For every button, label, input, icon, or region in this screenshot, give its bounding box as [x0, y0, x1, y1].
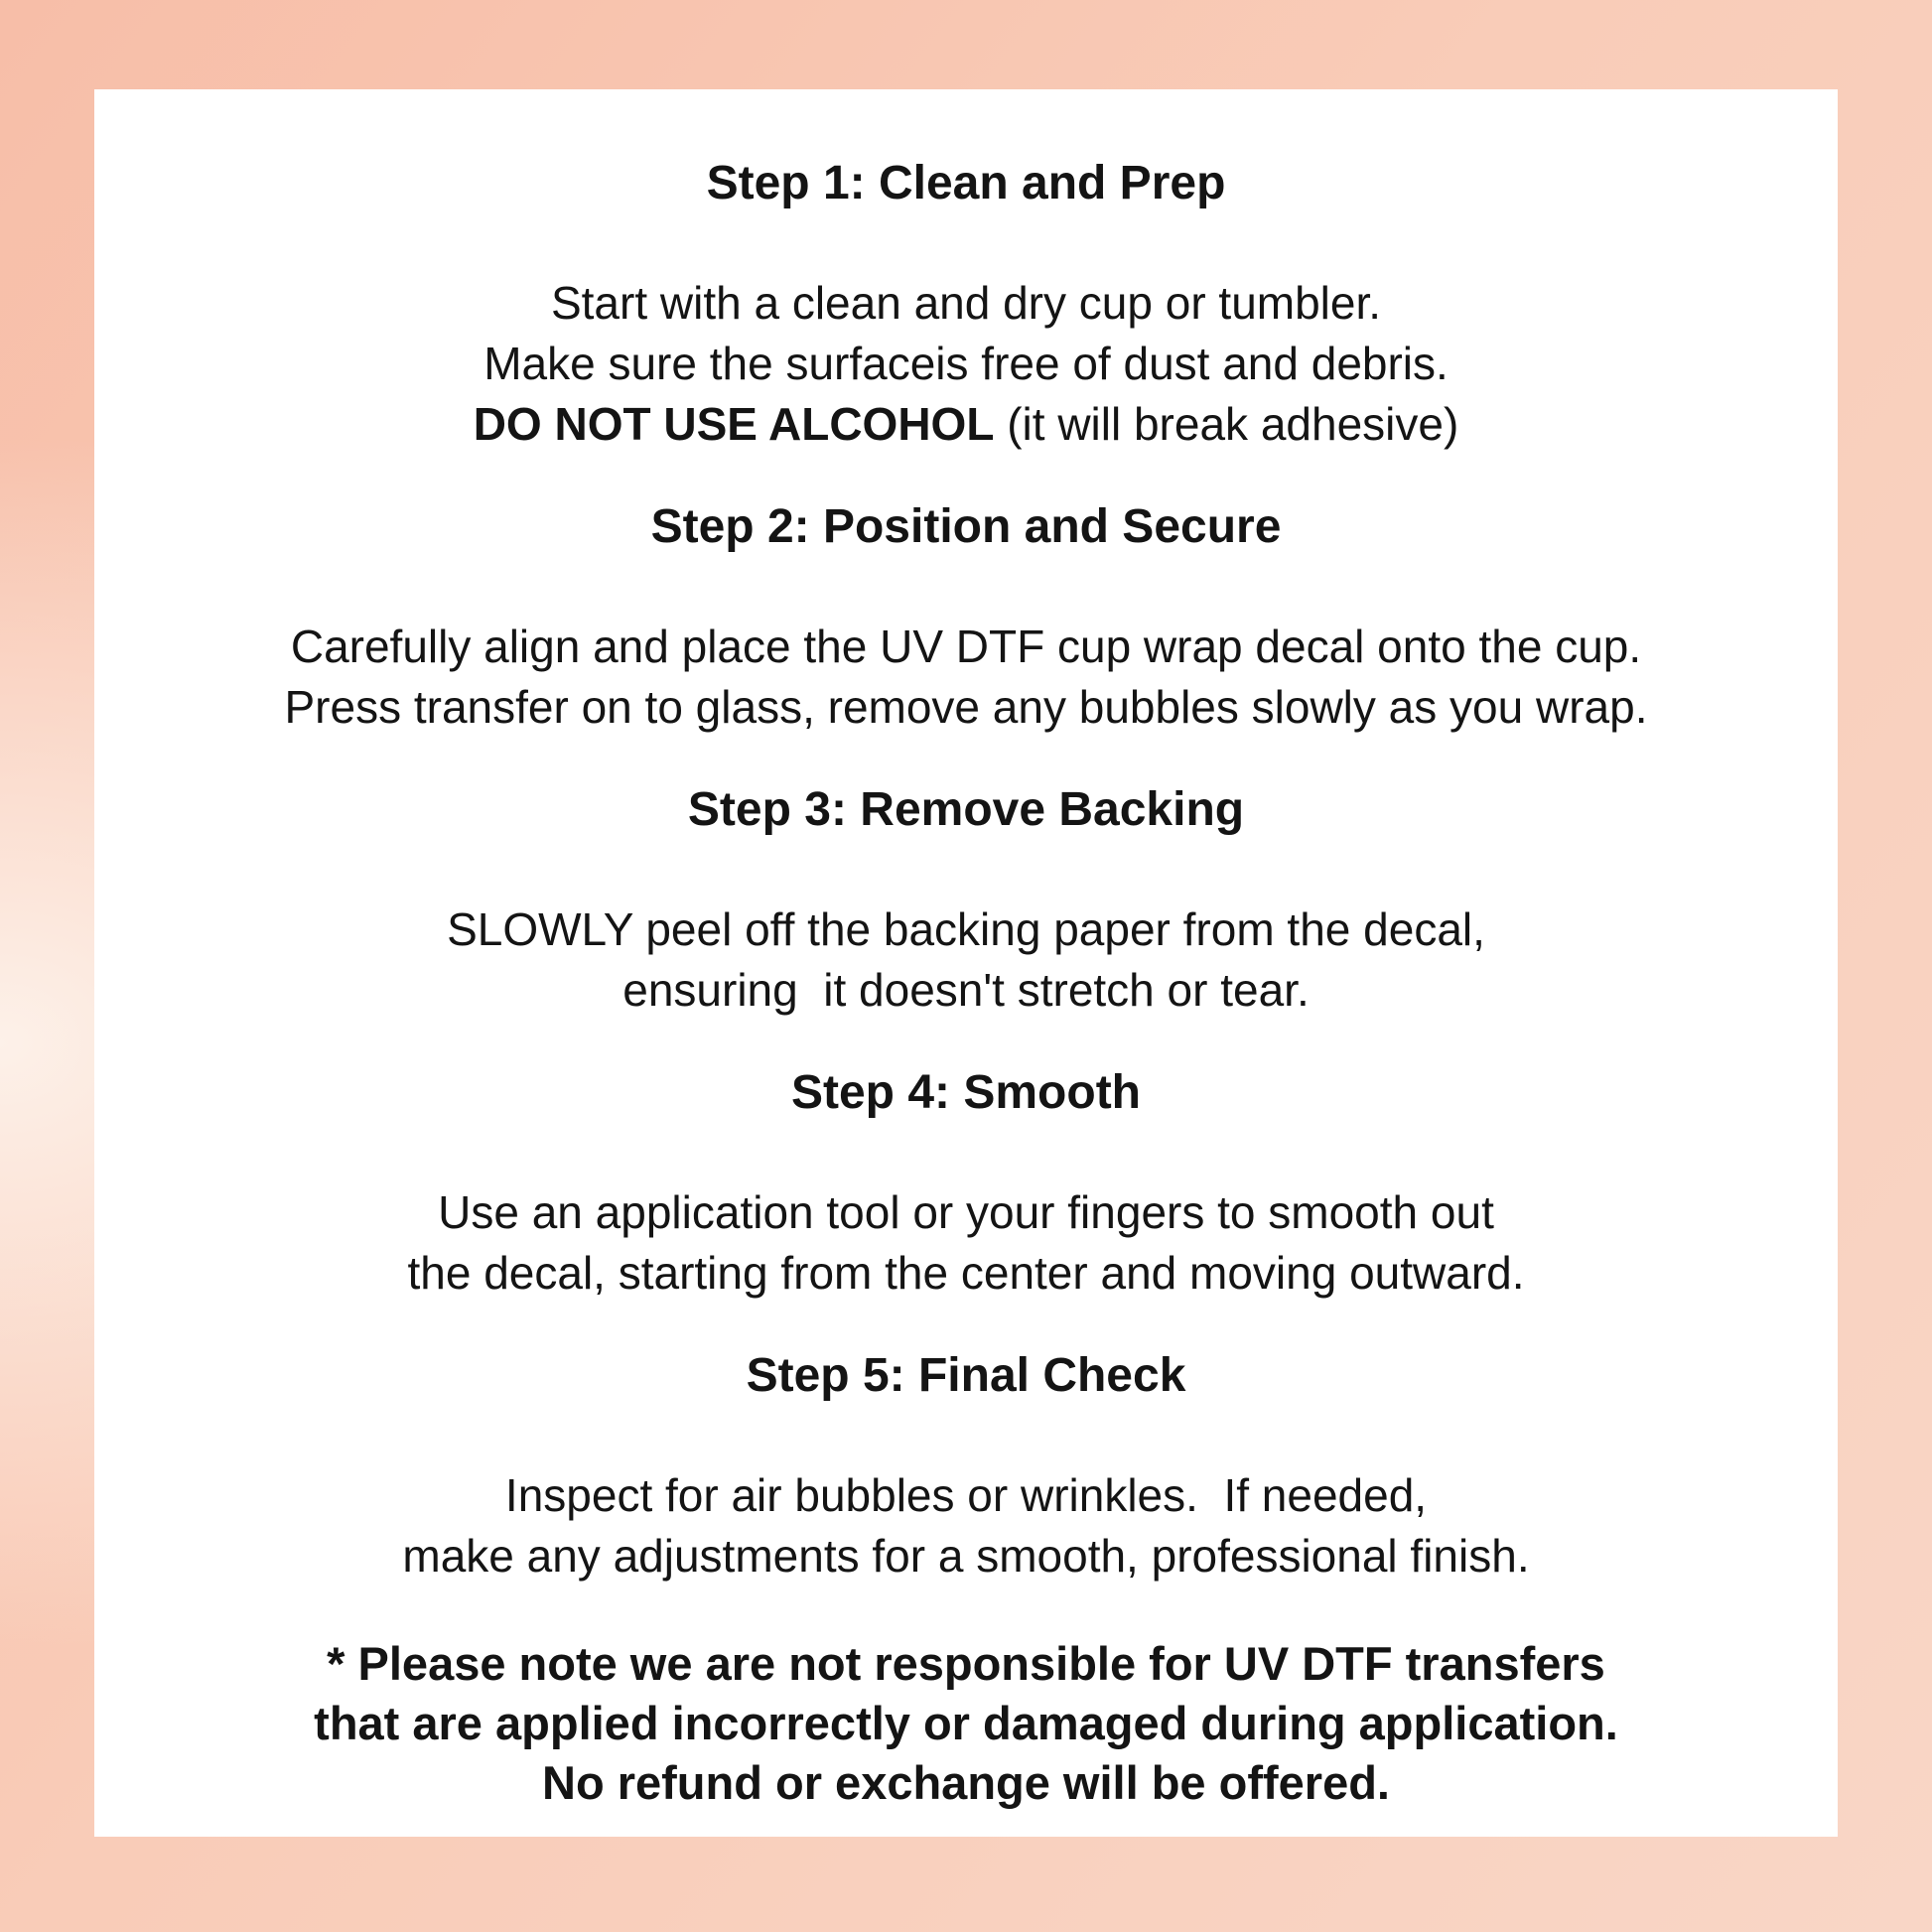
alcohol-warning-note: (it will break adhesive)	[994, 398, 1459, 450]
step-3-heading: Step 3: Remove Backing	[687, 783, 1245, 836]
disclaimer	[94, 1634, 1838, 1813]
step-4-body	[94, 1182, 1838, 1304]
disclaimer-line-1: * Please note we are not responsible for UV DTF transfers	[327, 1637, 1605, 1690]
step-2-heading: Step 2: Position and Secure	[650, 500, 1282, 553]
step-1-body	[94, 273, 1838, 455]
step-5-section	[94, 1345, 1838, 1587]
step-2-line-2: Press transfer on to glass, remove any bubbles slowly as you wrap.	[284, 681, 1648, 733]
step-5-line-1: Inspect for air bubbles or wrinkles. If needed,	[504, 1469, 1428, 1521]
step-2-line-1: Carefully align and place the UV DTF cup wrap decal onto the cup.	[290, 621, 1642, 672]
step-2-section	[94, 496, 1838, 738]
step-3-line-1: SLOWLY peel off the backing paper from the decal,	[447, 903, 1485, 955]
step-4-line-2: the decal, starting from the center and moving outward.	[407, 1247, 1525, 1299]
step-4-line-1: Use an application tool or your fingers to smooth out	[438, 1186, 1494, 1238]
step-3-body	[94, 899, 1838, 1021]
step-2-body	[94, 617, 1838, 738]
instruction-card	[94, 89, 1838, 1837]
disclaimer-line-2: that are applied incorrectly or damaged during application.	[314, 1697, 1618, 1749]
step-1-line-3	[94, 394, 1838, 455]
step-5-line-2: make any adjustments for a smooth, professional finish.	[402, 1530, 1530, 1582]
step-1-line-2: Make sure the surfaceis free of dust and debris.	[483, 338, 1449, 389]
step-3-section	[94, 779, 1838, 1021]
step-4-section	[94, 1062, 1838, 1304]
step-1-heading: Step 1: Clean and Prep	[706, 157, 1226, 209]
step-4-heading: Step 4: Smooth	[790, 1066, 1141, 1119]
disclaimer-line-3: No refund or exchange will be offered.	[542, 1756, 1390, 1809]
step-1-line-1: Start with a clean and dry cup or tumbler.	[550, 277, 1382, 329]
alcohol-warning-bold: DO NOT USE ALCOHOL	[473, 398, 995, 450]
step-3-line-2: ensuring it doesn't stretch or tear.	[622, 964, 1310, 1016]
step-5-heading: Step 5: Final Check	[746, 1349, 1186, 1402]
step-1-section	[94, 153, 1838, 455]
step-5-body	[94, 1465, 1838, 1587]
